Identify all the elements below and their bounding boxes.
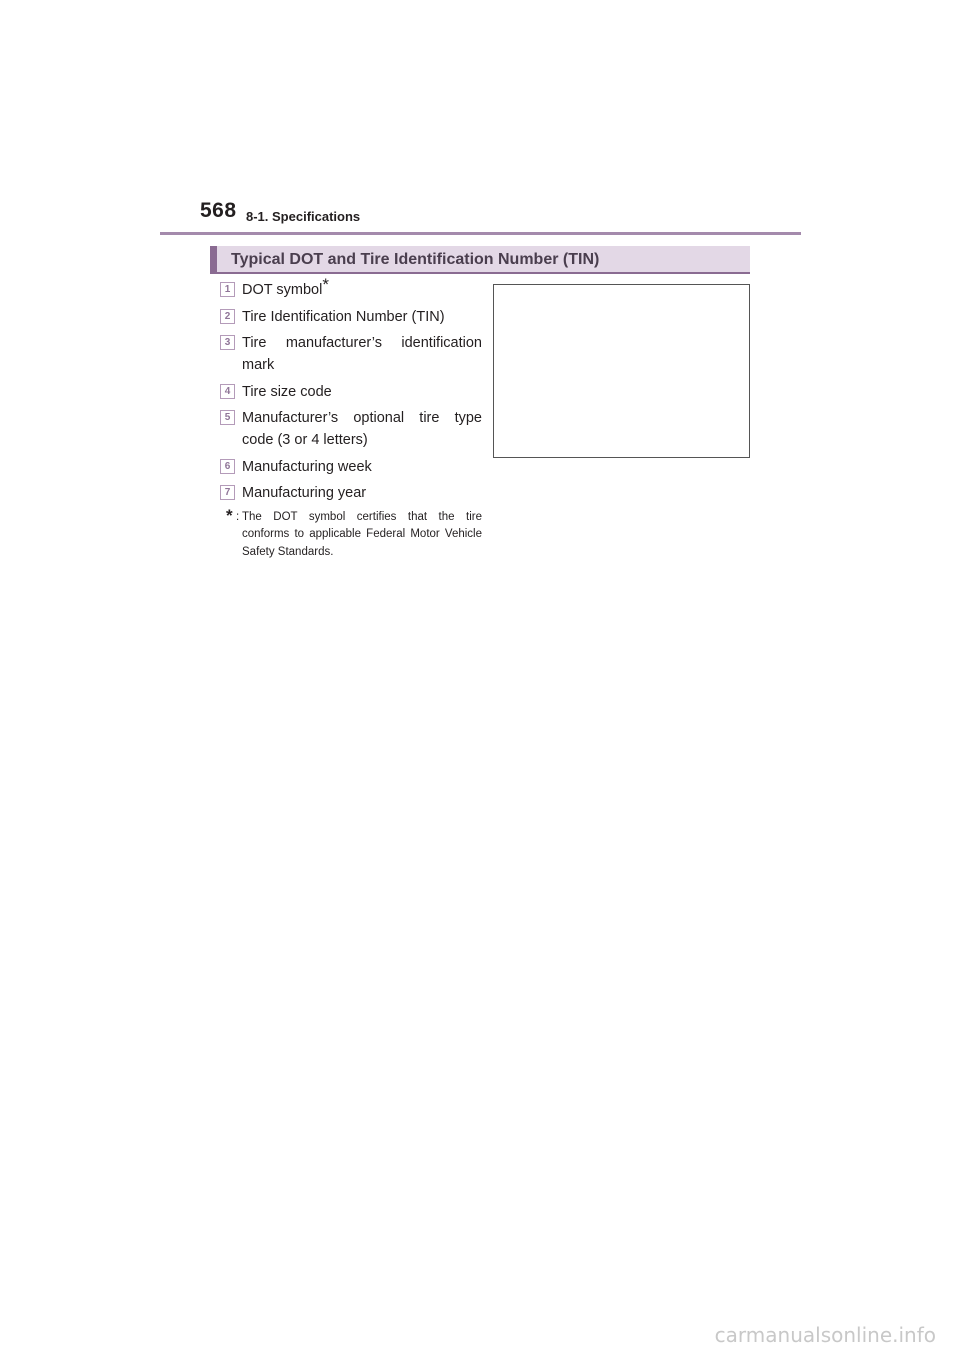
callout-number: 7 (220, 485, 235, 500)
list-item-text: Manufacturing year (242, 485, 367, 501)
footnote-mark: * (226, 505, 233, 525)
list-item (210, 275, 482, 301)
footnote-marker: * (322, 275, 329, 294)
page-number: 568 (200, 199, 237, 222)
callout-number: 3 (220, 335, 235, 350)
list-item-text: Manufacturing week (242, 458, 372, 475)
tire-illustration-frame (493, 284, 750, 458)
header-rule (160, 232, 801, 235)
list-item (210, 482, 482, 504)
list-item (210, 456, 482, 478)
watermark: carmanualsonline.info (714, 1323, 936, 1347)
list-item (210, 407, 482, 451)
callout-number: 5 (220, 410, 235, 425)
list-item (210, 381, 482, 403)
section-title: 8-1. Specifications (246, 209, 361, 224)
footnote-separator: : (236, 510, 240, 523)
callout-number: 1 (220, 282, 235, 297)
list-item-text: Tire manufacturer’s identification mark (242, 335, 482, 373)
callout-number: 6 (220, 459, 235, 474)
list-item (210, 306, 482, 328)
list-item (210, 332, 482, 376)
list-item-text: Manufacturer’s optional tire type code (3 or 4 letters) (242, 410, 482, 448)
section-heading-text: Typical DOT and Tire Identification Number (TIN) (231, 251, 600, 268)
callout-number: 2 (220, 309, 235, 324)
footnote (210, 505, 482, 562)
callout-list (210, 275, 482, 561)
footnote-text: The DOT symbol certifies that the tire conforms to applicable Federal Motor Vehicle Safety Standards. (242, 510, 482, 558)
callout-number: 4 (220, 384, 235, 399)
list-item-text: Tire size code (242, 383, 332, 400)
list-item-text: DOT symbol (242, 282, 323, 298)
list-item-text: Tire Identification Number (TIN) (242, 308, 445, 325)
section-heading (210, 246, 750, 274)
